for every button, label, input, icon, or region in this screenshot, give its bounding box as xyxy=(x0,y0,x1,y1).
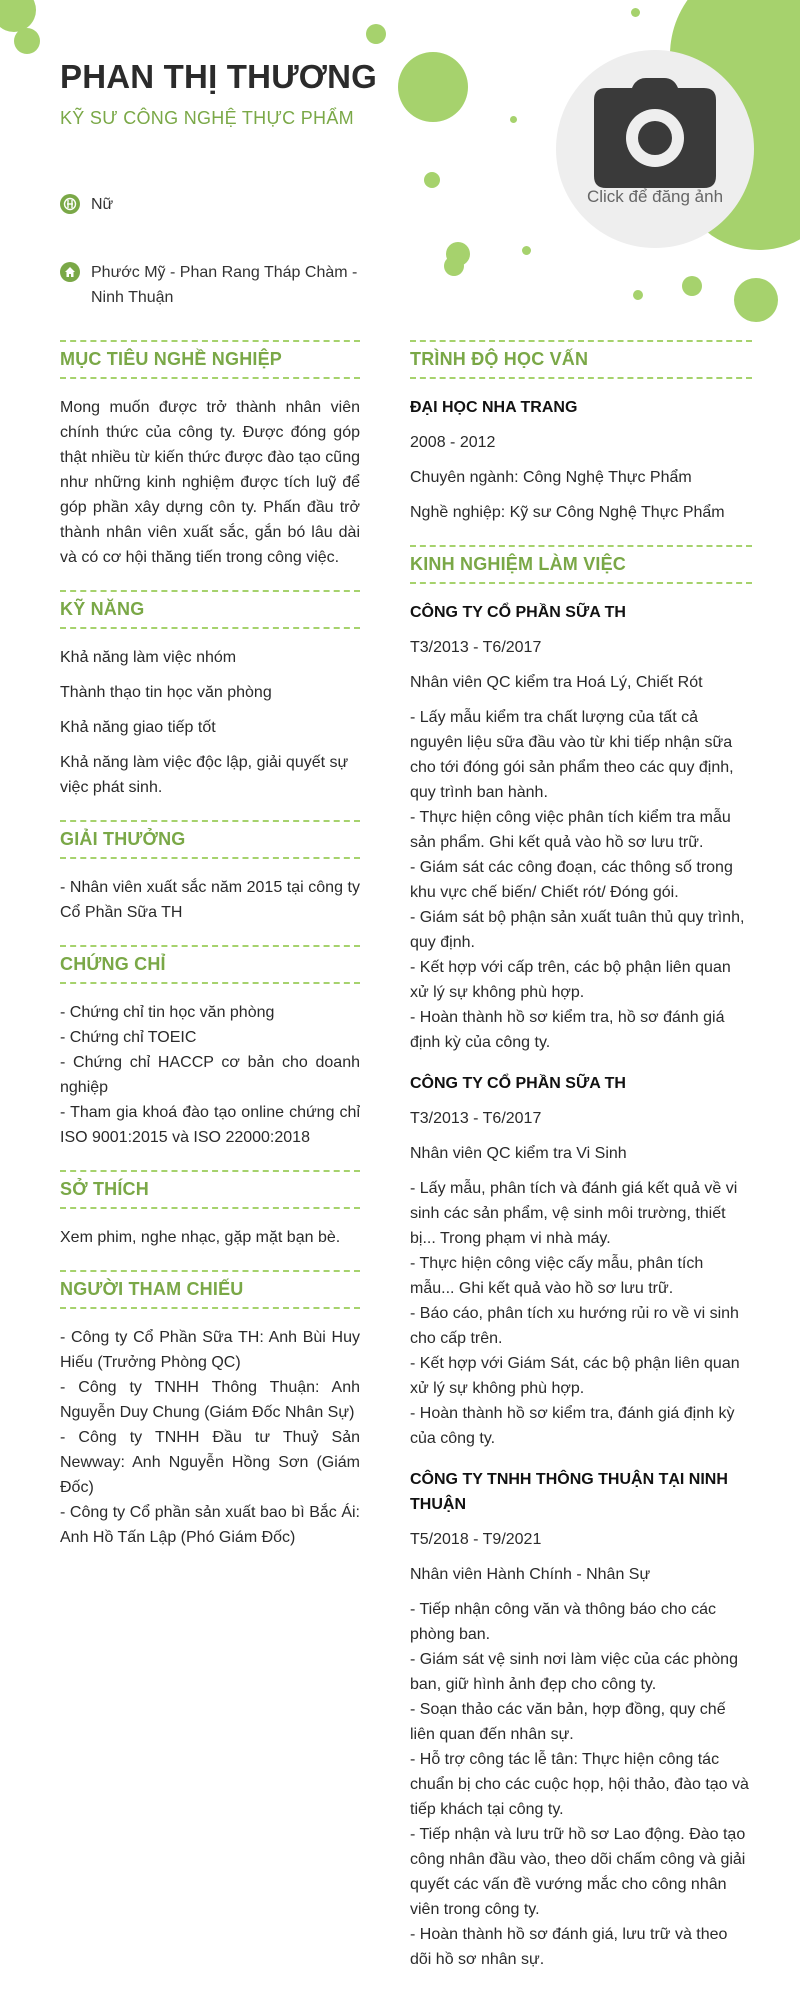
job-duty: - Hoàn thành hồ sơ đánh giá, lưu trữ và theo dõi hồ sơ nhân sự. xyxy=(410,1926,728,1968)
decor-dot xyxy=(734,278,778,322)
job-company: CÔNG TY CỔ PHẦN SỮA TH xyxy=(410,1075,626,1092)
job-duty: - Thực hiện công việc cấy mẫu, phân tích mẫu... Ghi kết quả vào hồ sơ lưu trữ. xyxy=(410,1255,704,1297)
objective-text: Mong muốn được trở thành nhân viên chính thức của công ty. Được đóng góp thật nhiều từ kiến thức được đào tạo cũng như những kinh nghiệm được tích luỹ để góp phần xây dựng côn ty. Phấn đầu trở thành nhân viên xuất sắc, gắn bó lâu dài và có cơ hội thăng tiến trong công việc. xyxy=(60,399,360,566)
reference-item: - Công ty Cổ Phần Sữa TH: Anh Bùi Huy Hiếu (Trưởng Phòng QC) xyxy=(60,1329,360,1371)
hobbies-text: Xem phim, nghe nhạc, gặp mặt bạn bè. xyxy=(60,1229,341,1246)
address-value: Phước Mỹ - Phan Rang Tháp Chàm - Ninh Thuận xyxy=(91,264,358,306)
hobbies-title: SỞ THÍCH xyxy=(60,1170,360,1209)
skill-item: Khả năng làm việc nhóm xyxy=(60,649,237,666)
decor-dot xyxy=(0,0,36,32)
skills-title: KỸ NĂNG xyxy=(60,590,360,629)
address-row xyxy=(60,260,370,310)
job-duties xyxy=(410,705,752,1055)
job-duty: - Thực hiện công việc phân tích kiểm tra mẫu sản phẩm. Ghi kết quả vào hồ sơ lưu trữ. xyxy=(410,809,731,851)
decor-dot xyxy=(522,246,531,255)
job-duties xyxy=(410,1597,752,1972)
experience-section xyxy=(410,545,752,1972)
job-position: Nhân viên Hành Chính - Nhân Sự xyxy=(410,1566,651,1583)
certificate-item: - Tham gia khoá đào tạo online chứng chỉ ISO 9001:2015 và ISO 22000:2018 xyxy=(60,1104,360,1146)
job-duty: - Kết hợp với cấp trên, các bộ phận liên quan xử lý sự không phù hợp. xyxy=(410,959,731,1001)
decor-dot xyxy=(14,28,40,54)
job-period: T5/2018 - T9/2021 xyxy=(410,1531,542,1548)
reference-item: - Công ty TNHH Đầu tư Thuỷ Sản Newway: Anh Nguyễn Hồng Sơn (Giám Đốc) xyxy=(60,1429,360,1496)
job-entry xyxy=(410,1071,752,1451)
decor-dot xyxy=(682,276,702,296)
decor-dot xyxy=(510,116,517,123)
certificates-section xyxy=(60,945,360,1150)
decor-dot xyxy=(633,290,643,300)
job-duties xyxy=(410,1176,752,1451)
job-duty: - Giám sát vệ sinh nơi làm việc của các phòng ban, giữ hình ảnh đẹp cho công ty. xyxy=(410,1651,738,1693)
skills-section xyxy=(60,590,360,800)
job-company: CÔNG TY CỔ PHẦN SỮA TH xyxy=(410,604,626,621)
certificates-list xyxy=(60,1000,360,1150)
gender-value: Nữ xyxy=(91,196,114,213)
job-duty: - Giám sát các công đoạn, các thông số trong khu vực chế biến/ Chiết rót/ Đóng gói. xyxy=(410,859,733,901)
decor-dot xyxy=(398,52,468,122)
gender-icon xyxy=(60,194,80,214)
decor-dot xyxy=(631,8,640,17)
photo-upload[interactable] xyxy=(556,50,754,248)
decor-dot xyxy=(444,256,464,276)
right-column xyxy=(410,340,752,1992)
job-duty: - Báo cáo, phân tích xu hướng rủi ro về vi sinh cho cấp trên. xyxy=(410,1305,739,1347)
certificate-item: - Chứng chỉ HACCP cơ bản cho doanh nghiệp xyxy=(60,1054,360,1096)
home-icon xyxy=(60,262,80,282)
left-column xyxy=(60,340,360,1570)
experience-title: KINH NGHIỆM LÀM VIỆC xyxy=(410,545,752,584)
photo-upload-label: Click để đăng ảnh xyxy=(586,187,724,206)
reference-item: - Công ty Cổ phần sản xuất bao bì Bắc Ái: Anh Hồ Tấn Lập (Phó Giám Đốc) xyxy=(60,1504,360,1546)
job-duty: - Hỗ trợ công tác lễ tân: Thực hiện công tác chuẩn bị cho các cuộc họp, hội thảo, đào tạo và tiếp khách tại công ty. xyxy=(410,1751,749,1818)
references-title: NGƯỜI THAM CHIẾU xyxy=(60,1270,360,1309)
certificates-title: CHỨNG CHỈ xyxy=(60,945,360,984)
job-period: T3/2013 - T6/2017 xyxy=(410,1110,542,1127)
skill-item: Thành thạo tin học văn phòng xyxy=(60,684,272,701)
job-duty: - Soạn thảo các văn bản, hợp đồng, quy chế liên quan đến nhân sự. xyxy=(410,1701,726,1743)
job-entry xyxy=(410,600,752,1055)
certificate-item: - Chứng chỉ TOEIC xyxy=(60,1029,197,1046)
certificate-item: - Chứng chỉ tin học văn phòng xyxy=(60,1004,275,1021)
objective-section xyxy=(60,340,360,570)
job-period: T3/2013 - T6/2017 xyxy=(410,639,542,656)
camera-icon xyxy=(592,78,718,188)
education-period: 2008 - 2012 xyxy=(410,434,496,451)
job-position: Nhân viên QC kiểm tra Hoá Lý, Chiết Rót xyxy=(410,674,703,691)
skill-item: Khả năng làm việc độc lập, giải quyết sự việc phát sinh. xyxy=(60,754,349,796)
job-company: CÔNG TY TNHH THÔNG THUẬN TẠI NINH THUẬN xyxy=(410,1471,728,1513)
job-entry xyxy=(410,1467,752,1972)
education-section xyxy=(410,340,752,525)
job-duty: - Lấy mẫu kiểm tra chất lượng của tất cả nguyên liệu sữa đầu vào từ khi tiếp nhận sữa cho tới đóng gói sản phẩm theo các quy định, quy trình ban hành. xyxy=(410,709,734,801)
candidate-title: KỸ SƯ CÔNG NGHỆ THỰC PHẨM xyxy=(60,108,354,128)
job-duty: - Tiếp nhận và lưu trữ hồ sơ Lao động. Đào tạo công nhân đầu vào, theo dõi chấm công và giải quyết các vấn đề vướng mắc cho công nhân viên trong công ty. xyxy=(410,1826,746,1918)
hobbies-section xyxy=(60,1170,360,1250)
job-duty: - Hoàn thành hồ sơ kiểm tra, hồ sơ đánh giá định kỳ của công ty. xyxy=(410,1009,725,1051)
candidate-name: PHAN THỊ THƯƠNG xyxy=(60,58,378,95)
awards-title: GIẢI THƯỞNG xyxy=(60,820,360,859)
decor-dot xyxy=(424,172,440,188)
job-duty: - Lấy mẫu, phân tích và đánh giá kết quả về vi sinh các sản phẩm, vệ sinh môi trường, thiết bị... Trong phạm vi nhà máy. xyxy=(410,1180,738,1247)
education-major: Chuyên ngành: Công Nghệ Thực Phẩm xyxy=(410,469,692,486)
skill-item: Khả năng giao tiếp tốt xyxy=(60,719,216,736)
reference-item: - Công ty TNHH Thông Thuận: Anh Nguyễn Duy Chung (Giám Đốc Nhân Sự) xyxy=(60,1379,360,1421)
references-list xyxy=(60,1325,360,1550)
references-section xyxy=(60,1270,360,1550)
awards-text: - Nhân viên xuất sắc năm 2015 tại công ty Cổ Phần Sữa TH xyxy=(60,879,360,921)
education-title: TRÌNH ĐỘ HỌC VẤN xyxy=(410,340,752,379)
gender-row xyxy=(60,192,113,217)
job-duty: - Hoàn thành hồ sơ kiểm tra, đánh giá định kỳ của công ty. xyxy=(410,1405,735,1447)
job-position: Nhân viên QC kiểm tra Vi Sinh xyxy=(410,1145,627,1162)
job-duty: - Tiếp nhận công văn và thông báo cho các phòng ban. xyxy=(410,1601,716,1643)
job-duty: - Giám sát bộ phận sản xuất tuân thủ quy trình, quy định. xyxy=(410,909,745,951)
awards-section xyxy=(60,820,360,925)
education-profession: Nghề nghiệp: Kỹ sư Công Nghệ Thực Phẩm xyxy=(410,504,725,521)
job-duty: - Kết hợp với Giám Sát, các bộ phận liên quan xử lý sự không phù hợp. xyxy=(410,1355,740,1397)
school-name: ĐẠI HỌC NHA TRANG xyxy=(410,399,578,416)
decor-dot xyxy=(366,24,386,44)
objective-title: MỤC TIÊU NGHỀ NGHIỆP xyxy=(60,340,360,379)
